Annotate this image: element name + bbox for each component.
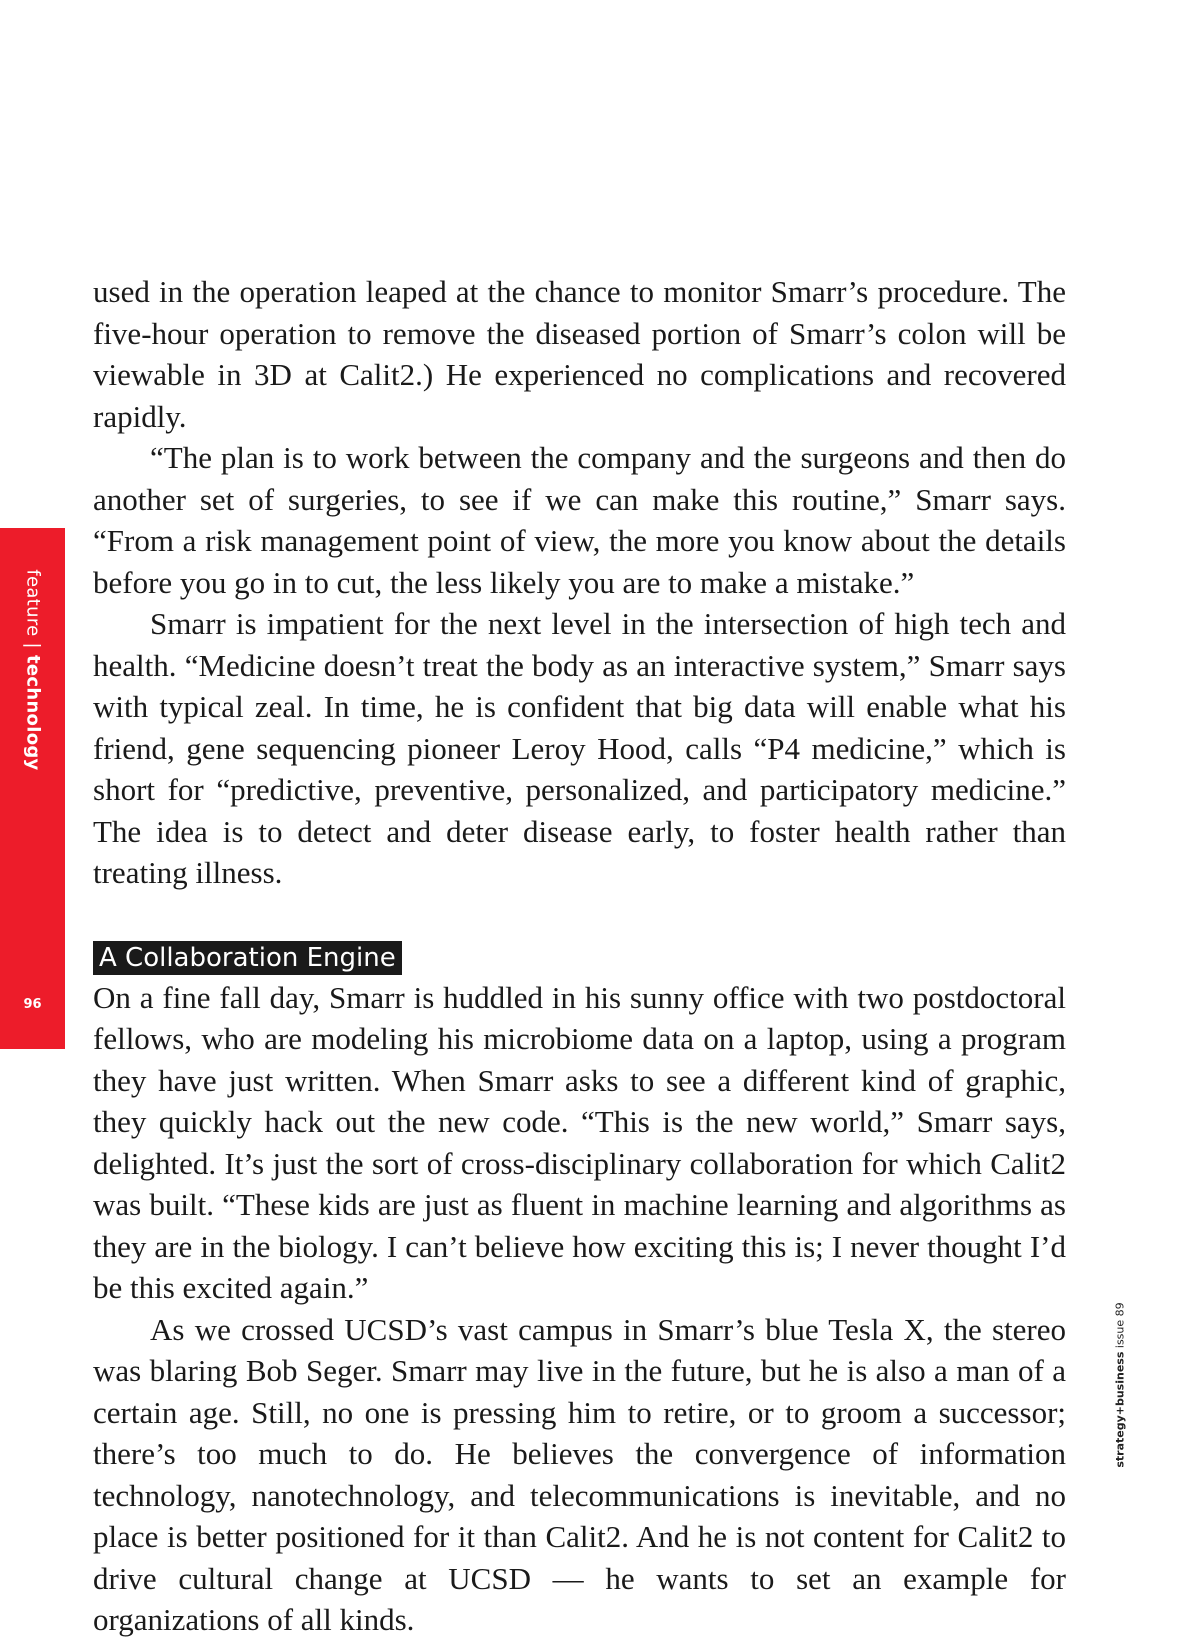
article-body: [93, 271, 1066, 1641]
page-number: 96: [23, 997, 42, 1012]
section-heading-wrap: [93, 935, 1066, 975]
issue-number: issue 89: [1113, 1302, 1127, 1349]
paragraph: On a fine fall day, Smarr is huddled in his sunny office with two postdoctoral fellows, who are modeling his microbiome data on a laptop, using a program they have just written. When Smarr asks to see a different kind of graphic, they quickly hack out the new code. “This is the new world,” Smarr says, delighted. It’s just the sort of cross-disciplinary collaboration for which Calit2 was built. “These kids are just as fluent in machine learning and algorithms as they are in the biology. I can’t believe how exciting this is; I never thought I’d be this excited again.”: [93, 979, 1066, 1305]
paragraph: used in the operation leaped at the chance to monitor Smarr’s procedure. The five-hour operation to remove the diseased portion of Smarr’s colon will be viewable in 3D at Calit2.) He experienced no complications and recovered rapidly.: [93, 274, 1066, 434]
section-heading: A Collaboration Engine: [93, 941, 402, 975]
publication-name: strategy+business: [1113, 1351, 1127, 1468]
section-label-category: feature: [22, 569, 44, 637]
section-label: [23, 569, 44, 770]
paragraph: “The plan is to work between the company and the surgeons and then do another set of surgeries, to see if we can make this routine,” Smarr says. “From a risk management point of view, the more you know about the details before you go in to cut, the less likely you are to make a mistake.”: [93, 440, 1066, 600]
paragraph: As we crossed UCSD’s vast campus in Smarr’s blue Tesla X, the stereo was blaring Bob Seger. Smarr may live in the future, but he is also a man of a certain age. Still, no one is pressing him to retire, or to groom a successor; there’s too much to do. He believes the convergence of information technology, nanotechnology, and telecommunications is inevitable, and no place is better positioned for it than Calit2. And he is not content for Calit2 to drive cultural change at UCSD — he wants to set an example for organizations of all kinds.: [93, 1311, 1066, 1637]
paragraph: Smarr is impatient for the next level in the intersection of high tech and health. “Medicine doesn’t treat the body as an interactive system,” Smarr says with typical zeal. In time, he is confident that big data will enable what his friend, gene sequencing pioneer Leroy Hood, calls “P4 medicine,” which is short for “predictive, preventive, personalized, and participatory medicine.” The idea is to detect and deter disease early, to foster health rather than treating illness.: [93, 606, 1066, 890]
section-label-divider: |: [22, 642, 44, 649]
publication-footer: [1114, 1302, 1127, 1467]
section-label-topic: technology: [22, 654, 44, 771]
